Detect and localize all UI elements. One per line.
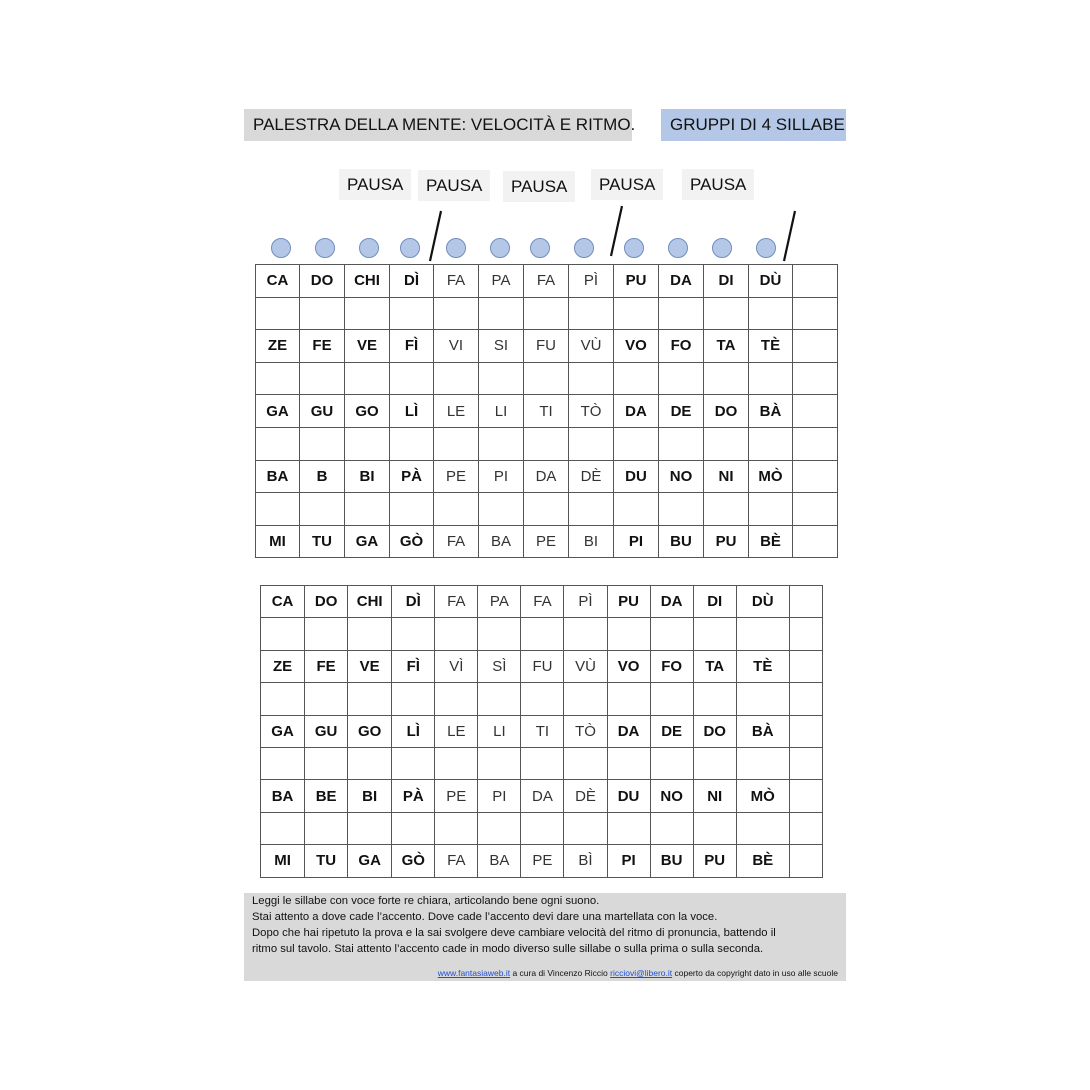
syllable-cell: GU [300,395,345,428]
syllable-cell: VE [348,650,392,682]
syllable-cell: VÙ [564,650,607,682]
empty-cell [261,683,305,715]
syllable-cell: PI [478,780,521,812]
syllable-cell: LÌ [392,715,435,747]
empty-cell [789,683,822,715]
empty-cell [736,618,789,650]
syllable-cell [789,650,822,682]
syllable-cell: BA [256,460,300,493]
empty-cell [300,427,345,460]
empty-cell [345,362,390,395]
syllable-cell [793,460,838,493]
syllable-cell: GÒ [390,525,434,558]
empty-cell [569,297,614,330]
syllable-row [261,780,823,812]
syllable-cell: NO [659,460,704,493]
empty-cell [434,362,479,395]
spacer-row [256,427,838,460]
beat-dot [713,239,732,258]
empty-cell [305,683,348,715]
syllable-cell: FU [521,650,564,682]
empty-cell [607,618,650,650]
empty-cell [305,747,348,779]
author-credit: a cura di Vincenzo Riccio [512,968,608,978]
pause-slash [784,211,795,261]
empty-cell [650,618,693,650]
beat-dot [491,239,510,258]
syllable-cell: TI [521,715,564,747]
syllable-cell [793,395,838,428]
syllable-cell: DE [650,715,693,747]
copyright-note: coperto da copyright dato in uso alle scuole [674,968,838,978]
empty-cell [392,683,435,715]
empty-cell [564,812,607,844]
beat-dot [272,239,291,258]
empty-cell [749,427,793,460]
empty-cell [704,493,749,526]
beat-dot [669,239,688,258]
syllable-cell: DÙ [736,586,789,618]
empty-cell [793,362,838,395]
syllable-cell: TU [300,525,345,558]
syllable-cell: PI [479,460,524,493]
empty-cell [478,812,521,844]
empty-cell [659,362,704,395]
empty-cell [348,812,392,844]
syllable-cell [793,330,838,363]
empty-cell [650,812,693,844]
pause-slash [430,211,441,261]
syllable-cell: SI [479,330,524,363]
syllable-cell: SÌ [478,650,521,682]
empty-cell [749,297,793,330]
page-subtitle: GRUPPI DI 4 SILLABE [661,109,846,141]
syllable-row [261,845,823,877]
syllable-row [256,525,838,558]
syllable-cell: ZE [256,330,300,363]
empty-cell [524,362,569,395]
syllable-row [256,460,838,493]
empty-cell [521,683,564,715]
empty-cell [479,297,524,330]
syllable-cell: GU [305,715,348,747]
empty-cell [435,618,478,650]
syllable-cell: DE [659,395,704,428]
syllable-cell: DA [614,395,659,428]
syllable-cell: GA [348,845,392,877]
syllable-cell: VI [434,330,479,363]
empty-cell [261,812,305,844]
instruction-line: Dopo che hai ripetuto la prova e la sai svolgere deve cambiare velocità del ritmo di pronuncia, battendo il [252,927,776,939]
syllable-cell: DÙ [749,265,793,298]
syllable-cell: GA [256,395,300,428]
empty-cell [478,618,521,650]
syllable-cell: PU [607,586,650,618]
syllable-cell: BI [569,525,614,558]
syllable-cell: FA [435,845,478,877]
empty-cell [524,427,569,460]
beat-dot [401,239,420,258]
empty-cell [256,427,300,460]
syllable-cell: GA [261,715,305,747]
syllable-cell: TI [524,395,569,428]
empty-cell [390,493,434,526]
beat-dot [447,239,466,258]
syllable-cell: PÌ [564,586,607,618]
empty-cell [348,747,392,779]
empty-cell [434,493,479,526]
syllable-cell: DÌ [390,265,434,298]
empty-cell [736,683,789,715]
pause-label: PAUSA [503,171,575,202]
syllable-cell: VE [345,330,390,363]
empty-cell [521,618,564,650]
syllable-cell: LI [478,715,521,747]
syllable-cell: FE [300,330,345,363]
empty-cell [749,493,793,526]
syllable-cell: PÌ [569,265,614,298]
syllable-cell: GO [348,715,392,747]
spacer-row [256,297,838,330]
empty-cell [392,747,435,779]
syllable-cell: PE [521,845,564,877]
pause-label: PAUSA [418,170,490,201]
syllable-cell: GÒ [392,845,435,877]
empty-cell [704,297,749,330]
syllable-cell: NO [650,780,693,812]
syllable-cell: TÒ [569,395,614,428]
syllable-cell: PA [478,586,521,618]
syllable-cell: TA [693,650,736,682]
empty-cell [614,362,659,395]
empty-cell [305,812,348,844]
pause-slash [611,206,622,256]
syllable-cell: PE [524,525,569,558]
instruction-line: Leggi le sillabe con voce forte re chiara, articolando bene ogni suono. [252,895,600,907]
empty-cell [256,493,300,526]
empty-cell [614,427,659,460]
beat-dot [316,239,335,258]
empty-cell [435,747,478,779]
empty-cell [348,683,392,715]
empty-cell [256,362,300,395]
empty-cell [607,747,650,779]
syllable-cell: TÈ [736,650,789,682]
syllable-cell: DU [614,460,659,493]
empty-cell [569,362,614,395]
empty-cell [607,683,650,715]
syllable-cell: LÌ [390,395,434,428]
pause-label: PAUSA [339,169,411,200]
syllable-cell: MI [261,845,305,877]
syllable-cell: BA [479,525,524,558]
empty-cell [261,747,305,779]
syllable-cell: DO [305,586,348,618]
spacer-row [261,812,823,844]
syllable-cell [793,525,838,558]
empty-cell [793,493,838,526]
empty-cell [569,493,614,526]
empty-cell [736,812,789,844]
spacer-row [256,362,838,395]
syllable-cell [789,715,822,747]
empty-cell [478,683,521,715]
syllable-cell: FO [650,650,693,682]
empty-cell [435,683,478,715]
syllable-cell: PU [614,265,659,298]
beat-dot [757,239,776,258]
syllable-grid [260,585,823,878]
syllable-cell: CHI [348,586,392,618]
empty-cell [693,747,736,779]
empty-cell [390,427,434,460]
beat-dot [575,239,594,258]
syllable-cell: BÀ [736,715,789,747]
empty-cell [650,747,693,779]
syllable-cell: DO [704,395,749,428]
syllable-grid [255,264,838,558]
syllable-cell: FA [434,265,479,298]
syllable-cell: PE [434,460,479,493]
instruction-line: Stai attento a dove cade l’accento. Dove cade l’accento devi dare una martellata con la voce. [252,911,718,923]
syllable-cell: DO [693,715,736,747]
syllable-cell: FU [524,330,569,363]
empty-cell [345,427,390,460]
syllable-cell: LI [479,395,524,428]
syllable-cell: FÌ [392,650,435,682]
empty-cell [435,812,478,844]
syllable-cell: TA [704,330,749,363]
syllable-cell: LE [434,395,479,428]
empty-cell [300,297,345,330]
email-link[interactable]: ricciovi@libero.it [610,968,673,978]
empty-cell [524,493,569,526]
syllable-cell: PÀ [392,780,435,812]
empty-cell [434,427,479,460]
syllable-cell: TÈ [749,330,793,363]
syllable-cell: DI [693,586,736,618]
syllable-cell: TU [305,845,348,877]
syllable-cell: BÌ [564,845,607,877]
spacer-row [261,618,823,650]
syllable-cell: BI [345,460,390,493]
syllable-cell: PA [479,265,524,298]
empty-cell [693,618,736,650]
empty-cell [392,618,435,650]
credits [438,967,838,979]
empty-cell [524,297,569,330]
instruction-line: ritmo sul tavolo. Stai attento l’accento cade in modo diverso sulle sillabe o sulla prima o sulla seconda. [252,943,764,955]
syllable-cell: GO [345,395,390,428]
syllable-cell: FA [524,265,569,298]
empty-cell [693,683,736,715]
empty-cell [478,747,521,779]
syllable-cell: BE [305,780,348,812]
syllable-cell [789,586,822,618]
syllable-cell: BU [650,845,693,877]
syllable-cell: VO [614,330,659,363]
syllable-cell: BA [478,845,521,877]
syllable-cell: NI [693,780,736,812]
empty-cell [704,427,749,460]
syllable-cell: CHI [345,265,390,298]
syllable-cell: ZE [261,650,305,682]
empty-cell [345,297,390,330]
empty-cell [736,747,789,779]
empty-cell [789,618,822,650]
syllable-cell: BI [348,780,392,812]
syllable-cell: PU [704,525,749,558]
empty-cell [256,297,300,330]
syllable-cell: GA [345,525,390,558]
syllable-cell: DA [659,265,704,298]
syllable-cell: BA [261,780,305,812]
syllable-cell: FA [521,586,564,618]
syllable-cell: B [300,460,345,493]
instructions-box [244,893,846,981]
syllable-cell [789,845,822,877]
beat-markers [0,0,1090,270]
empty-cell [479,493,524,526]
syllable-cell: DÈ [569,460,614,493]
empty-cell [614,493,659,526]
empty-cell [479,427,524,460]
syllable-cell: DA [607,715,650,747]
syllable-cell: DA [650,586,693,618]
empty-cell [793,427,838,460]
syllable-row [256,265,838,298]
syllable-cell: FÌ [390,330,434,363]
syllable-cell: VO [607,650,650,682]
syllable-cell: DU [607,780,650,812]
empty-cell [390,362,434,395]
empty-cell [614,297,659,330]
empty-cell [300,493,345,526]
empty-cell [434,297,479,330]
syllable-cell: MI [256,525,300,558]
empty-cell [607,812,650,844]
syllable-cell: LE [435,715,478,747]
syllable-cell: TÒ [564,715,607,747]
page-title: PALESTRA DELLA MENTE: VELOCITÀ E RITMO. [244,109,632,141]
syllable-cell: MÒ [736,780,789,812]
empty-cell [261,618,305,650]
empty-cell [659,493,704,526]
syllable-row [261,586,823,618]
spacer-row [256,493,838,526]
empty-cell [650,683,693,715]
syllable-cell: DA [524,460,569,493]
syllable-cell: VÌ [435,650,478,682]
syllable-cell: NI [704,460,749,493]
empty-cell [564,618,607,650]
empty-cell [300,362,345,395]
syllable-cell: BÈ [736,845,789,877]
empty-cell [749,362,793,395]
syllable-cell: PU [693,845,736,877]
pause-label: PAUSA [682,169,754,200]
syllable-cell: FO [659,330,704,363]
empty-cell [521,747,564,779]
syllable-cell: CA [261,586,305,618]
syllable-cell: FE [305,650,348,682]
empty-cell [789,747,822,779]
syllable-cell: BU [659,525,704,558]
empty-cell [704,362,749,395]
syllable-cell: PI [607,845,650,877]
empty-cell [521,812,564,844]
syllable-cell: BÈ [749,525,793,558]
empty-cell [564,683,607,715]
syllable-row [256,395,838,428]
syllable-cell: DÌ [392,586,435,618]
empty-cell [569,427,614,460]
syllable-cell [793,265,838,298]
syllable-cell: MÒ [749,460,793,493]
syllable-cell [789,780,822,812]
empty-cell [693,812,736,844]
beat-dot [531,239,550,258]
empty-cell [564,747,607,779]
empty-cell [345,493,390,526]
empty-cell [390,297,434,330]
syllable-row [256,330,838,363]
syllable-cell: VÙ [569,330,614,363]
empty-cell [789,812,822,844]
syllable-cell: DI [704,265,749,298]
empty-cell [659,427,704,460]
empty-cell [305,618,348,650]
syllable-row [261,715,823,747]
syllable-cell: DA [521,780,564,812]
empty-cell [348,618,392,650]
beat-dot [360,239,379,258]
syllable-cell: DO [300,265,345,298]
empty-cell [793,297,838,330]
syllable-cell: PÀ [390,460,434,493]
syllable-cell: BÀ [749,395,793,428]
syllable-cell: FA [434,525,479,558]
syllable-cell: FA [435,586,478,618]
pause-label: PAUSA [591,169,663,200]
empty-cell [479,362,524,395]
syllable-row [261,650,823,682]
empty-cell [392,812,435,844]
syllable-cell: PE [435,780,478,812]
syllable-cell: DÈ [564,780,607,812]
syllable-cell: PI [614,525,659,558]
empty-cell [659,297,704,330]
beat-dot [625,239,644,258]
spacer-row [261,747,823,779]
spacer-row [261,683,823,715]
syllable-cell: CA [256,265,300,298]
site-link[interactable]: www.fantasiaweb.it [437,968,511,978]
